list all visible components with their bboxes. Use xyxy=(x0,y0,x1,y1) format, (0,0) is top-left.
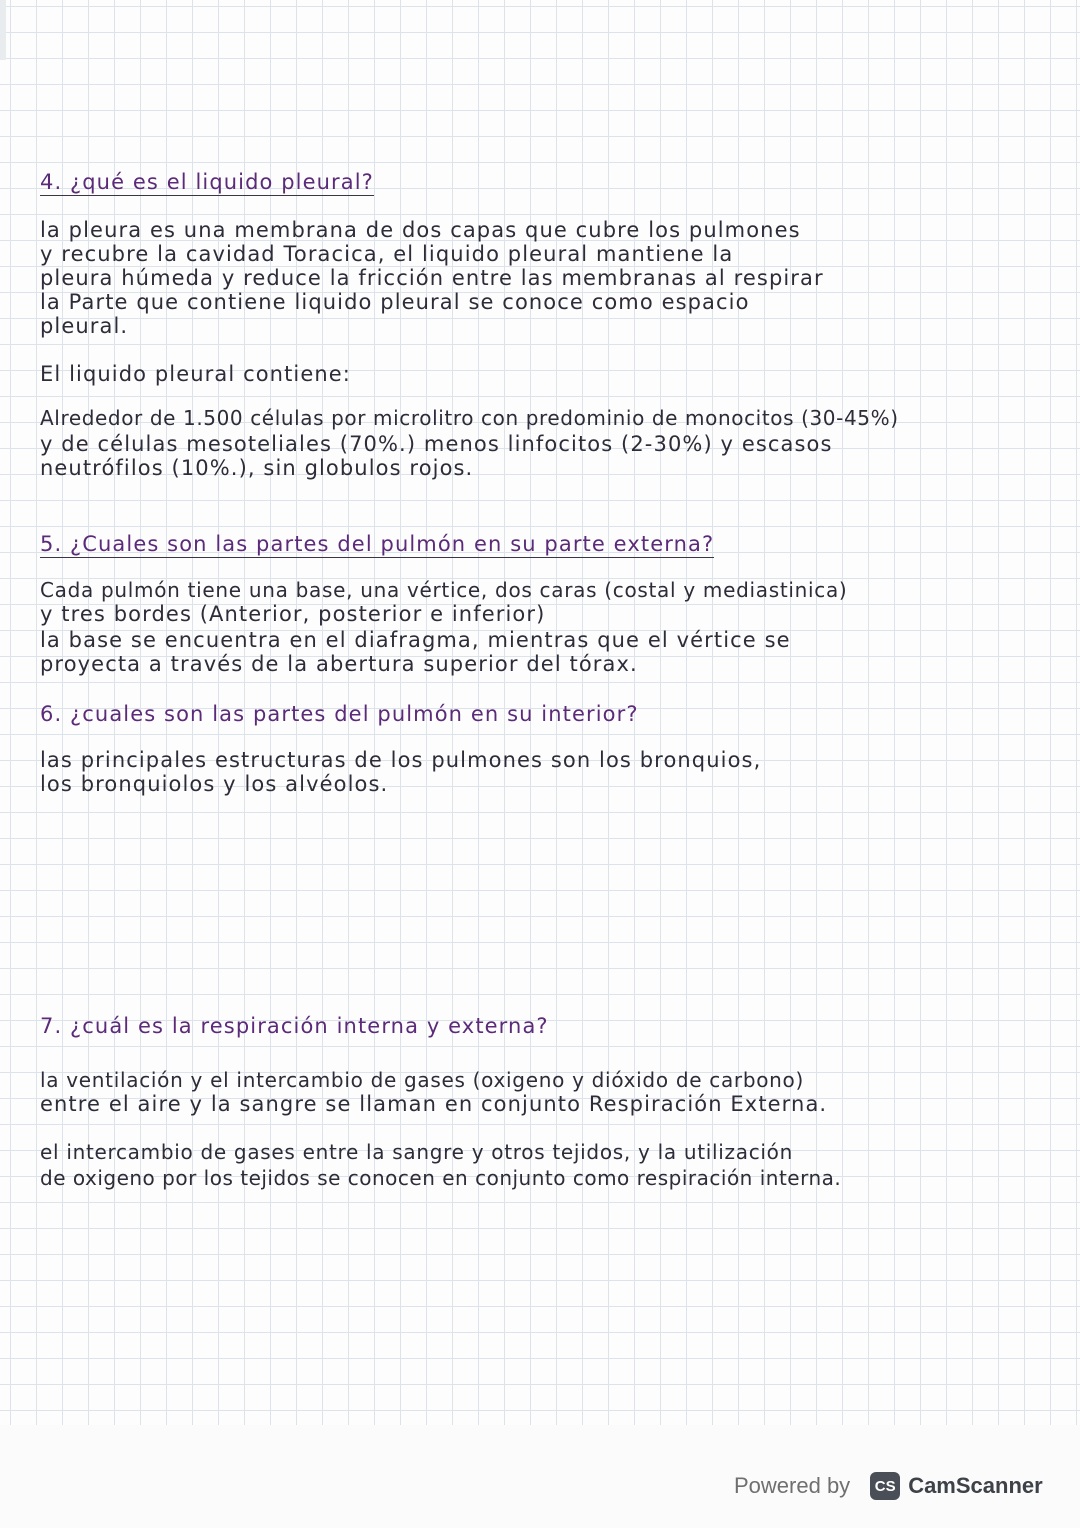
q6-line: los bronquiolos y los alvéolos. xyxy=(40,772,389,796)
q4-p2-line: neutrófilos (10%.), sin globulos rojos. xyxy=(40,456,474,480)
q7-heading: 7. ¿cuál es la respiración interna y externa? xyxy=(40,1014,549,1038)
q6-heading: 6. ¿cuales son las partes del pulmón en su interior? xyxy=(40,702,639,726)
camscanner-logo-icon: CS xyxy=(870,1472,900,1500)
q4-p2-title: El liquido pleural contiene: xyxy=(40,362,351,386)
q7-p1-line: entre el aire y la sangre se llaman en conjunto Respiración Externa. xyxy=(40,1092,828,1116)
q7-p2-line: el intercambio de gases entre la sangre y otros tejidos, y la utilización xyxy=(40,1140,793,1164)
q4-p1-line: la pleura es una membrana de dos capas que cubre los pulmones xyxy=(40,218,801,242)
q6-line: las principales estructuras de los pulmones son los bronquios, xyxy=(40,748,762,772)
powered-by-text: Powered by xyxy=(734,1473,851,1498)
camscanner-watermark xyxy=(734,1466,1043,1506)
camscanner-brand: CamScanner xyxy=(908,1473,1043,1498)
q7-p2-line: de oxigeno por los tejidos se conocen en conjunto como respiración interna. xyxy=(40,1166,842,1190)
q4-p1-line: pleura húmeda y reduce la fricción entre las membranas al respirar xyxy=(40,266,824,290)
q4-p2-line: y de células mesoteliales (70%.) menos linfocitos (2-30%) y escasos xyxy=(40,432,833,456)
q4-p1-line: la Parte que contiene liquido pleural se conoce como espacio xyxy=(40,290,750,314)
page-edge xyxy=(0,0,6,60)
q5-heading: 5. ¿Cuales son las partes del pulmón en su parte externa? xyxy=(40,532,715,556)
q5-line: la base se encuentra en el diafragma, mientras que el vértice se xyxy=(40,628,791,652)
q5-line: proyecta a través de la abertura superior del tórax. xyxy=(40,652,638,676)
q4-p1-line: pleural. xyxy=(40,314,129,338)
q4-p1-line: y recubre la cavidad Toracica, el liquido pleural mantiene la xyxy=(40,242,734,266)
q5-line: Cada pulmón tiene una base, una vértice, dos caras (costal y mediastinica) xyxy=(40,578,848,602)
q5-line: y tres bordes (Anterior, posterior e inferior) xyxy=(40,602,546,626)
q4-p2-line: Alrededor de 1.500 células por microlitro con predominio de monocitos (30-45%) xyxy=(40,406,899,430)
q4-heading: 4. ¿qué es el liquido pleural? xyxy=(40,170,374,194)
q7-p1-line: la ventilación y el intercambio de gases (oxigeno y dióxido de carbono) xyxy=(40,1068,804,1092)
